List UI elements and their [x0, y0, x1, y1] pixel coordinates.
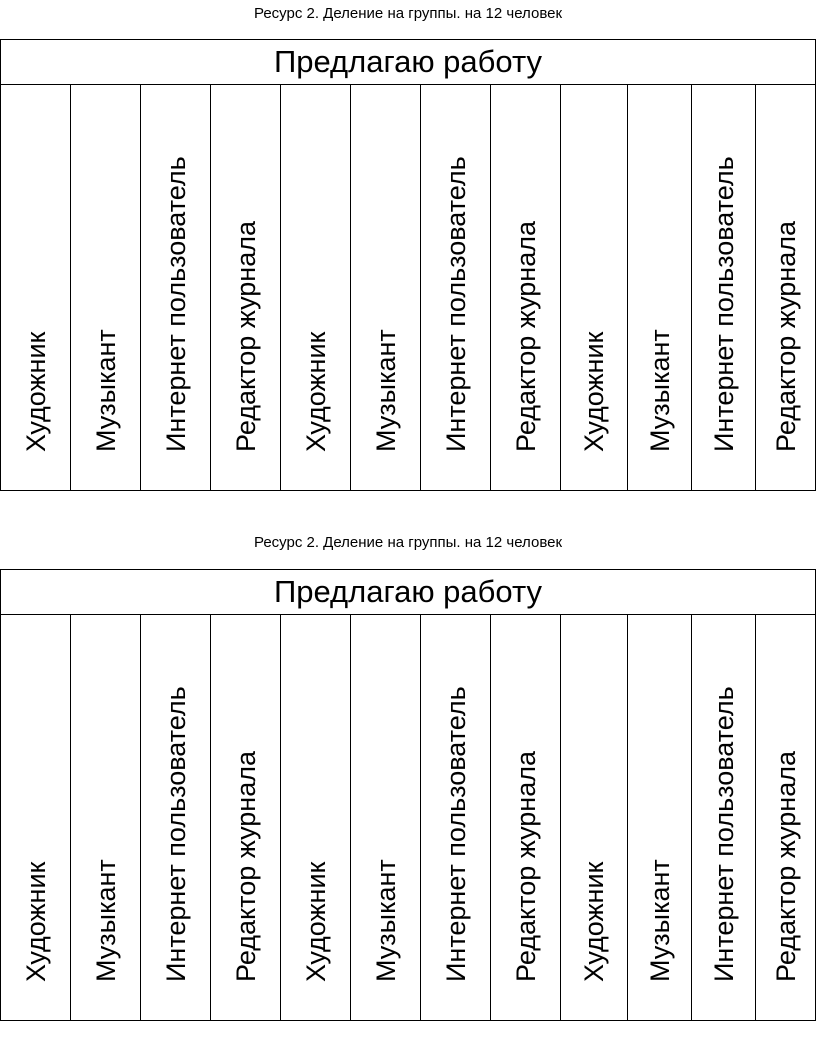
role-card	[141, 615, 211, 1020]
role-card	[421, 615, 491, 1020]
role-card	[692, 615, 756, 1020]
role-card-label: Музыкант	[90, 329, 121, 452]
role-card-label: Интернет пользователь	[160, 156, 191, 452]
resource-caption: Ресурс 2. Деление на группы. на 12 человек	[253, 5, 563, 22]
role-card-label: Художник	[579, 331, 609, 452]
role-card-label: Музыкант	[644, 859, 675, 982]
cards-row	[1, 85, 815, 490]
role-card	[628, 85, 692, 490]
role-card-label: Музыкант	[370, 329, 401, 452]
role-card	[1, 85, 71, 490]
role-card-label: Интернет пользователь	[708, 156, 739, 452]
role-card-label: Художник	[300, 331, 331, 452]
role-card	[211, 85, 281, 490]
role-card-label: Художник	[300, 861, 331, 982]
role-card	[756, 615, 815, 1020]
role-card-label: Художник	[20, 331, 51, 452]
role-card-label: Редактор журнала	[230, 220, 261, 452]
cards-row	[1, 615, 815, 1020]
role-card-label: Интернет пользователь	[708, 686, 739, 982]
cards-sheet	[0, 569, 816, 1021]
role-card-label: Редактор журнала	[770, 220, 801, 452]
role-card	[71, 85, 141, 490]
role-card	[561, 615, 628, 1020]
role-card	[756, 85, 815, 490]
role-card	[71, 615, 141, 1020]
sheet-title: Предлагаю работу	[1, 570, 815, 615]
role-card	[628, 615, 692, 1020]
role-card	[141, 85, 211, 490]
role-card-label: Редактор журнала	[510, 220, 541, 452]
role-card	[491, 615, 561, 1020]
role-card	[491, 85, 561, 490]
role-card	[211, 615, 281, 1020]
role-card-label: Редактор журнала	[770, 750, 801, 982]
role-card	[561, 85, 628, 490]
role-card-label: Художник	[20, 861, 51, 982]
role-card	[351, 615, 421, 1020]
resource-caption: Ресурс 2. Деление на группы. на 12 человек	[253, 534, 563, 551]
cards-sheet	[0, 39, 816, 491]
role-card-label: Музыкант	[644, 329, 675, 452]
role-card	[281, 85, 351, 490]
sheet-title: Предлагаю работу	[1, 40, 815, 85]
role-card-label: Интернет пользователь	[440, 156, 471, 452]
role-card-label: Музыкант	[370, 859, 401, 982]
role-card	[421, 85, 491, 490]
role-card	[281, 615, 351, 1020]
role-card-label: Редактор журнала	[230, 750, 261, 982]
role-card-label: Интернет пользователь	[440, 686, 471, 982]
role-card-label: Художник	[579, 861, 609, 982]
role-card	[351, 85, 421, 490]
role-card	[692, 85, 756, 490]
role-card-label: Редактор журнала	[510, 750, 541, 982]
role-card-label: Музыкант	[90, 859, 121, 982]
role-card	[1, 615, 71, 1020]
role-card-label: Интернет пользователь	[160, 686, 191, 982]
